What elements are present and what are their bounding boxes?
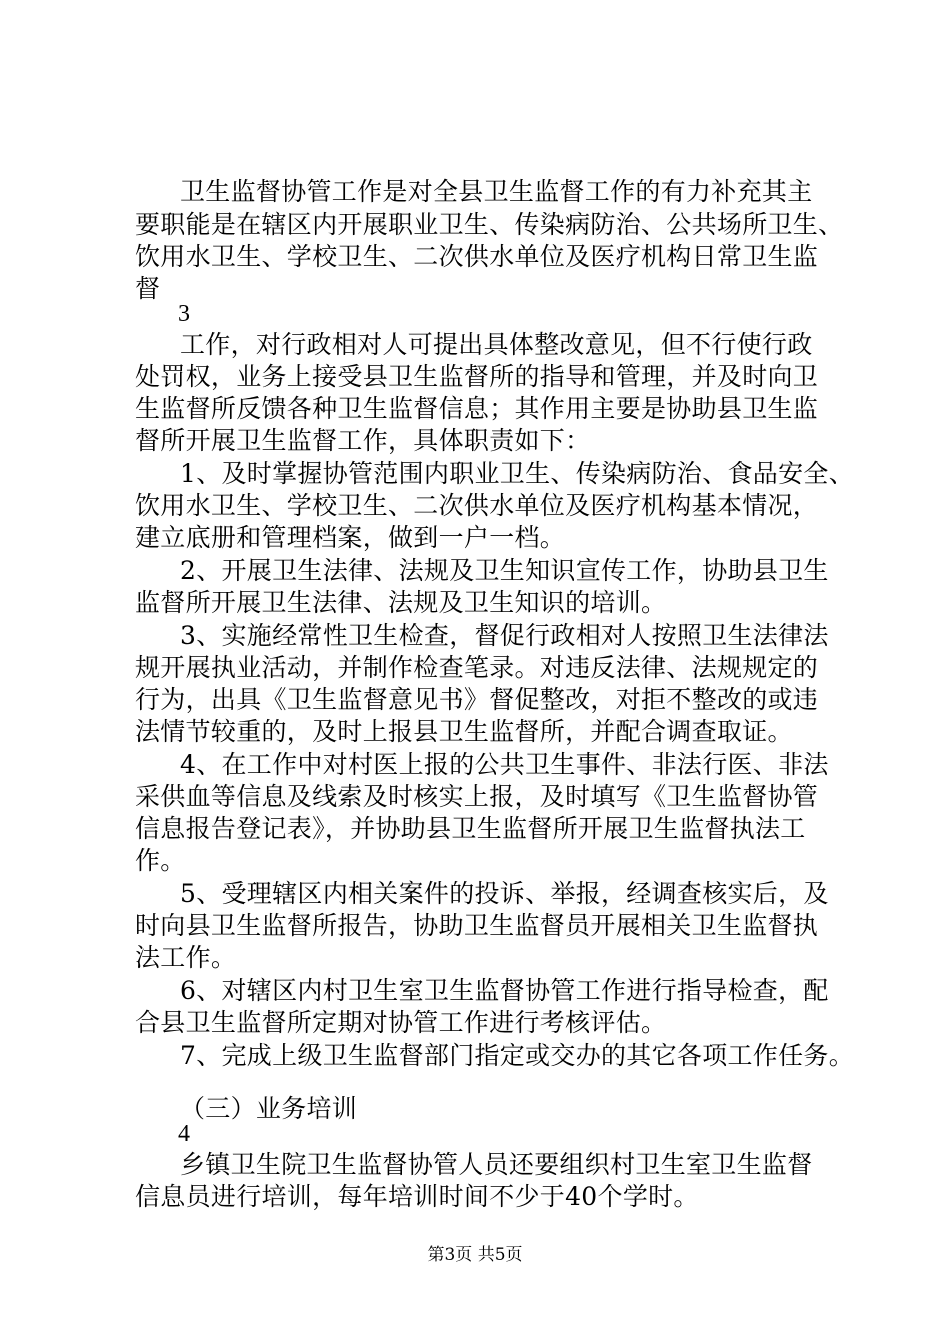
paragraph-line: 督 [135,274,161,303]
list-item-line: 建立底册和管理档案，做到一户一档。 [135,523,566,552]
list-item-line: 3、实施经常性卫生检查，督促行政相对人按照卫生法律法 [180,621,829,650]
paragraph-line: 信息员进行培训，每年培训时间不少于40个学时。 [135,1182,699,1211]
paragraph-line: 乡镇卫生院卫生监督协管人员还要组织村卫生室卫生监督 [180,1150,813,1179]
list-item-line: 7、完成上级卫生监督部门指定或交办的其它各项工作任务。 [180,1041,855,1070]
paragraph-line: 工作，对行政相对人可提出具体整改意见，但不行使行政 [180,330,813,359]
paragraph-line: 要职能是在辖区内开展职业卫生、传染病防治、公共场所卫生、 [135,210,844,239]
list-item-line: 行为，出具《卫生监督意见书》督促整改，对拒不整改的或违 [135,685,819,714]
list-item-line: 合县卫生监督所定期对协管工作进行考核评估。 [135,1008,667,1037]
page-footer: 第3页 共5页 [427,1245,523,1265]
list-item-line: 4、在工作中对村医上报的公共卫生事件、非法行医、非法 [180,750,829,779]
list-item-line: 规开展执业活动，并制作检查笔录。对违反法律、法规规定的 [135,653,819,682]
paragraph-line: 卫生监督协管工作是对全县卫生监督工作的有力补充其主 [180,177,813,206]
list-item-line: 信息报告登记表》，并协助县卫生监督所开展卫生监督执法工 [135,814,806,843]
list-item-line: 监督所开展卫生法律、法规及卫生知识的培训。 [135,588,667,617]
page-marker-number: 3 [178,301,190,327]
list-item-line: 时向县卫生监督所报告，协助卫生监督员开展相关卫生监督执 [135,911,819,940]
list-item-line: 采供血等信息及线索及时核实上报，及时填写《卫生监督协管 [135,782,819,811]
page-marker-number: 4 [178,1121,190,1147]
paragraph-line: 饮用水卫生、学校卫生、二次供水单位及医疗机构日常卫生监 [135,242,819,271]
list-item-line: 法情节较重的，及时上报县卫生监督所，并配合调查取证。 [135,717,793,746]
list-item-line: 饮用水卫生、学校卫生、二次供水单位及医疗机构基本情况， [135,491,819,520]
list-item-line: 6、对辖区内村卫生室卫生监督协管工作进行指导检查，配 [180,976,829,1005]
paragraph-line: 生监督所反馈各种卫生监督信息；其作用主要是协助县卫生监 [135,394,819,423]
paragraph-line: 督所开展卫生监督工作，具体职责如下： [135,426,591,455]
list-item-line: 1、及时掌握协管范围内职业卫生、传染病防治、食品安全、 [180,459,855,488]
list-item-line: 5、受理辖区内相关案件的投诉、举报，经调查核实后，及 [180,879,829,908]
list-item-line: 作。 [135,846,186,875]
section-heading: （三）业务培训 [180,1094,358,1123]
paragraph-line: 处罚权，业务上接受县卫生监督所的指导和管理，并及时向卫 [135,362,819,391]
list-item-line: 法工作。 [135,943,237,972]
list-item-line: 2、开展卫生法律、法规及卫生知识宣传工作，协助县卫生 [180,556,829,585]
